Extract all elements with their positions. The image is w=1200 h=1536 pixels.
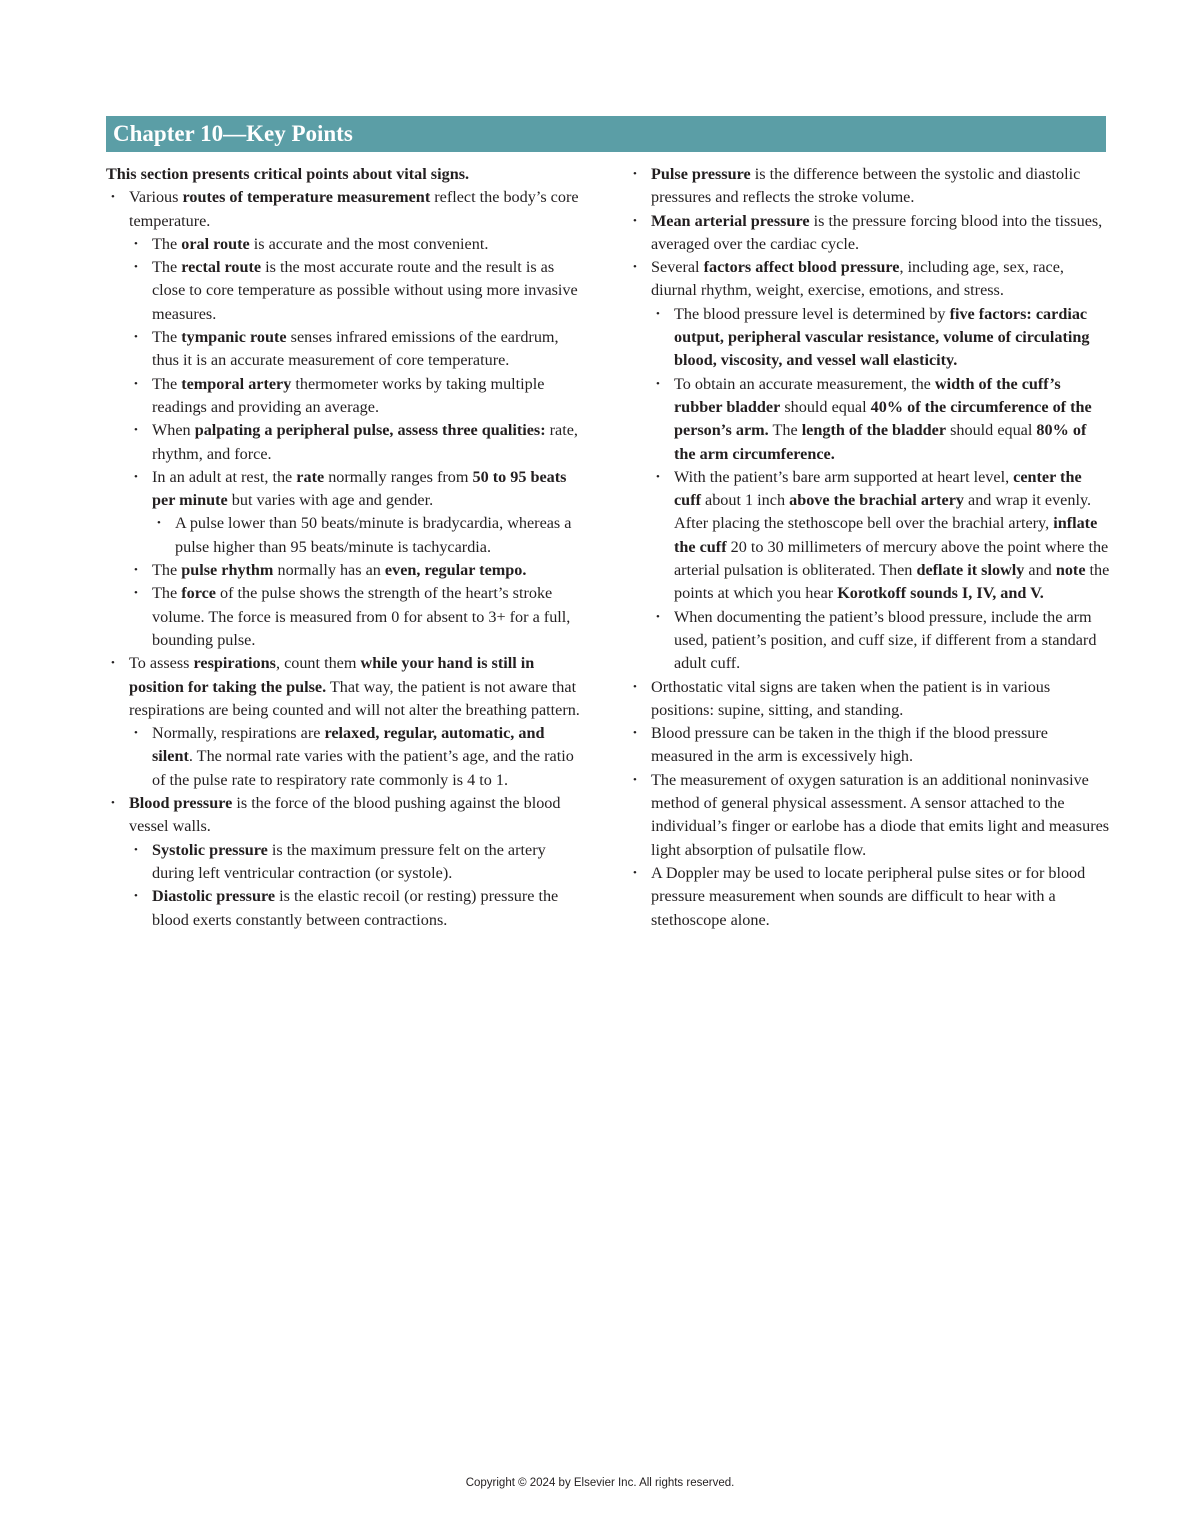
bold-text-run: 80% of the arm circumference. <box>674 421 1087 463</box>
bold-text-run: center the cuff <box>674 467 1082 510</box>
text-run: Several <box>651 258 704 277</box>
bullet-bp-factors <box>628 256 1110 675</box>
bold-text-run: rectal route <box>181 258 262 277</box>
bold-text-run: Pulse pressure <box>651 165 751 183</box>
text-run: 20 to 30 millimeters of mercury above the point where the arterial pulsation is obliterated. Then <box>674 537 1109 580</box>
list-item <box>129 839 584 886</box>
bold-text-run: relaxed, regular, automatic, and silent <box>152 724 545 766</box>
bullet-marker: • <box>656 377 660 390</box>
text-run: . The normal rate varies with the patient’s age, and the ratio of the pulse rate to respiratory rate commonly is 4 to 1. <box>152 747 574 789</box>
bullet-marker: • <box>633 727 637 740</box>
list-item-text <box>651 212 1102 253</box>
text-run: That way, the patient is not aware that respirations are being counted and will not alter the breathing pattern. <box>129 677 580 719</box>
bold-text-run: tympanic route <box>181 328 287 347</box>
bullet-marker: • <box>134 331 138 344</box>
bullet-marker: • <box>134 377 138 390</box>
text-run: The <box>152 561 182 580</box>
bold-text-run: palpating a peripheral pulse, assess three qualities: <box>194 421 546 440</box>
list-item <box>129 326 584 373</box>
list-item-text <box>674 305 1089 370</box>
list-item <box>129 373 584 420</box>
bold-text-run: 40% of the circumference of the person’s arm. <box>674 397 1092 440</box>
bp-factors-sublist <box>651 303 1110 676</box>
list-item-text <box>651 165 1080 206</box>
text-run: Orthostatic vital signs are taken when the patient is in various positions: supine, sitting, and standing. <box>651 677 1051 719</box>
list-item-text <box>152 375 544 416</box>
list-item <box>651 466 1110 606</box>
list-item <box>129 466 584 559</box>
text-run: Blood pressure can be taken in the thigh if the blood pressure measured in the arm is excessively high. <box>651 724 1048 766</box>
bold-text-run: Blood pressure <box>129 794 233 813</box>
bullet-marker: • <box>134 470 138 483</box>
continued-sublist <box>628 163 1110 256</box>
list-item-text <box>152 328 559 369</box>
list-item <box>651 373 1110 466</box>
list-item <box>129 559 584 582</box>
text-run: The measurement of oxygen saturation is an additional noninvasive method of general physical assessment. A sensor attached to the individual’s finger or earlobe has a diode that emits light and measures light absorption of pulsatile flow. <box>651 770 1110 859</box>
list-item-text <box>674 608 1096 673</box>
bullet-marker: • <box>134 424 138 437</box>
bold-text-run: factors affect blood pressure <box>703 258 900 277</box>
text-run: is accurate and the most convenient. <box>249 234 489 253</box>
text-run: is the maximum pressure felt on the artery during left ventricular contraction (or systole). <box>152 840 546 882</box>
left-bullet-list <box>106 186 584 932</box>
bullet-marker: • <box>157 517 161 530</box>
list-item-text <box>152 724 574 789</box>
bold-text-run: oral route <box>181 234 250 253</box>
list-item <box>651 606 1110 676</box>
list-item <box>651 303 1110 373</box>
blood-pressure-sublist <box>129 839 584 932</box>
bold-text-run: Systolic pressure <box>152 840 268 859</box>
bullet-marker: • <box>134 261 138 274</box>
list-item <box>129 885 584 932</box>
bullet-marker: • <box>656 307 660 320</box>
bullet-doppler <box>628 862 1110 932</box>
list-item <box>129 419 584 466</box>
text-run: The <box>152 584 182 603</box>
bold-text-run: five factors: cardiac output, peripheral vascular resistance, volume of circulating blood, viscosity, and vessel wall elasticity. <box>674 304 1090 370</box>
text-run: With the patient’s bare arm supported at heart level, <box>674 467 1014 486</box>
bold-text-run: force <box>181 584 216 603</box>
list-item-text <box>152 584 570 649</box>
list-item-text <box>152 258 578 323</box>
text-run: To obtain an accurate measurement, the <box>674 374 935 393</box>
bullet-oxygen-saturation <box>628 769 1110 862</box>
text-run: The <box>152 258 182 277</box>
bullet-marker: • <box>633 866 637 879</box>
left-column <box>106 163 584 932</box>
bold-text-run: deflate it slowly <box>916 561 1025 580</box>
bold-text-run: routes of temperature measurement <box>182 188 431 207</box>
text-run: reflect the body’s core temperature. <box>129 188 579 230</box>
continued-item <box>628 163 1110 256</box>
intro-text: This section presents critical points about vital signs. <box>106 165 470 183</box>
bullet-marker: • <box>134 890 138 903</box>
list-item-text <box>152 421 578 462</box>
bold-text-run: inflate the cuff <box>674 514 1098 556</box>
bold-text-run: pulse rhythm <box>181 561 274 580</box>
text-run: normally has an <box>273 561 385 580</box>
list-item-text <box>152 887 558 928</box>
list-item <box>628 210 1110 257</box>
list-item <box>129 233 584 256</box>
bullet-thigh-bp <box>628 722 1110 769</box>
list-item-text <box>152 468 566 509</box>
chapter-header <box>106 116 1106 152</box>
bullet-marker: • <box>111 657 115 670</box>
bullet-marker: • <box>134 564 138 577</box>
bullet-blood-pressure <box>106 792 584 932</box>
bullet-text <box>129 654 580 719</box>
bold-text-run: length of the bladder <box>801 421 947 440</box>
list-item-text <box>175 514 571 555</box>
text-run: is the force of the blood pushing against the blood vessel walls. <box>129 794 561 836</box>
list-item-text <box>152 841 546 882</box>
right-column <box>628 163 1110 932</box>
bold-text-run: respirations <box>193 654 276 673</box>
list-item-text <box>152 561 526 579</box>
text-run: is the difference between the systolic and diastolic pressures and reflects the stroke volume. <box>651 165 1081 207</box>
chapter-title: Chapter 10—Key Points <box>113 121 353 146</box>
text-run: To assess <box>129 654 194 673</box>
temperature-sublist <box>129 233 584 652</box>
text-run: should equal <box>946 421 1037 440</box>
bold-text-run: Korotkoff sounds I, IV, and V. <box>837 584 1044 603</box>
text-run: A pulse lower than 50 beats/minute is bradycardia, whereas a pulse higher than 95 beats/minute is tachycardia. <box>175 514 572 556</box>
list-item-text <box>674 375 1092 463</box>
bullet-marker: • <box>134 587 138 600</box>
text-run: about 1 inch <box>700 491 790 510</box>
text-run: is the pressure forcing blood into the tissues, averaged over the cardiac cycle. <box>651 211 1103 253</box>
list-item <box>152 512 584 559</box>
respirations-sublist <box>129 722 584 792</box>
bold-text-run: width of the cuff’s rubber bladder <box>674 374 1061 416</box>
text-run: rate, rhythm, and force. <box>152 421 578 463</box>
text-run: but varies with age and gender. <box>227 491 434 510</box>
pulse-rate-sublist <box>152 512 584 559</box>
text-run: The blood pressure level is determined by <box>674 304 950 323</box>
bullet-marker: • <box>633 773 637 786</box>
text-run: and <box>1024 561 1056 580</box>
text-run: , including age, sex, race, diurnal rhythm, weight, exercise, emotions, and stress. <box>651 258 1064 300</box>
list-item <box>129 722 584 792</box>
bullet-marker: • <box>111 191 115 204</box>
bold-text-run: note <box>1055 561 1086 580</box>
bullet-marker: • <box>111 797 115 810</box>
list-item <box>129 256 584 326</box>
text-run: The <box>152 328 182 347</box>
right-bullet-list <box>628 163 1110 932</box>
text-run: is the most accurate route and the result is as close to core temperature as possible without using more invasive measures. <box>152 258 578 323</box>
text-run: normally ranges from <box>324 467 473 486</box>
bullet-marker: • <box>134 843 138 856</box>
bullet-marker: • <box>633 168 637 180</box>
bullet-text <box>129 188 579 229</box>
bullet-marker: • <box>656 470 660 483</box>
text-run: thermometer works by taking multiple readings and providing an average. <box>152 374 545 416</box>
bullet-temperature-routes <box>106 186 584 652</box>
bold-text-run: above the brachial artery <box>789 491 964 510</box>
bullet-marker: • <box>134 727 138 740</box>
text-run: senses infrared emissions of the eardrum, thus it is an accurate measurement of core temperature. <box>152 328 559 370</box>
bold-text-run: Mean arterial pressure <box>651 211 810 230</box>
bullet-marker: • <box>633 680 637 693</box>
text-run: The <box>152 374 182 393</box>
bullet-marker: • <box>633 214 637 227</box>
bullet-text <box>651 864 1085 929</box>
list-item-text <box>674 468 1109 602</box>
bullet-text <box>651 258 1064 299</box>
text-run: is the elastic recoil (or resting) pressure the blood exerts constantly between contractions. <box>152 887 559 929</box>
bold-text-run: temporal artery <box>181 374 292 393</box>
bold-text-run: Diastolic pressure <box>152 887 276 906</box>
bold-text-run: rate <box>296 467 325 486</box>
text-run: should equal <box>780 397 871 416</box>
text-run: A Doppler may be used to locate peripheral pulse sites or for blood pressure measurement when sounds are difficult to hear with a stethoscope alone. <box>651 863 1086 929</box>
text-run: The <box>768 421 802 440</box>
text-run: When <box>152 421 195 440</box>
bold-text-run: 50 to 95 beats per minute <box>152 467 567 510</box>
bullet-orthostatic <box>628 676 1110 723</box>
list-item-text <box>152 235 488 253</box>
bullet-text <box>651 678 1050 719</box>
text-run: the points at which you hear <box>674 561 1110 603</box>
text-run: When documenting the patient’s blood pressure, include the arm used, patient’s position, and cuff size, if different from a standard adult cuff. <box>674 607 1097 673</box>
bullet-text <box>651 724 1048 765</box>
bold-text-run: even, regular tempo. <box>384 561 527 580</box>
text-run: , count them <box>275 654 361 673</box>
bullet-text <box>651 771 1109 859</box>
text-run: The <box>152 234 182 253</box>
list-item <box>129 582 584 652</box>
text-run: and wrap it evenly. After placing the stethoscope bell over the brachial artery, <box>674 491 1092 533</box>
text-run: of the pulse shows the strength of the heart’s stroke volume. The force is measured from 0 for absent to 3+ for a full, bounding pulse. <box>152 584 571 649</box>
text-run: Normally, respirations are <box>152 724 325 743</box>
bullet-marker: • <box>134 237 138 250</box>
text-run: Various <box>129 188 183 207</box>
text-run: In an adult at rest, the <box>152 467 297 486</box>
list-item <box>628 163 1110 210</box>
bullet-marker: • <box>656 610 660 623</box>
bullet-respirations <box>106 652 584 792</box>
copyright-notice: Copyright © 2024 by Elsevier Inc. All rights reserved. <box>465 1477 735 1489</box>
bullet-text <box>129 794 560 835</box>
bullet-marker: • <box>633 261 637 274</box>
bold-text-run: while your hand is still in position for taking the pulse. <box>129 654 535 696</box>
